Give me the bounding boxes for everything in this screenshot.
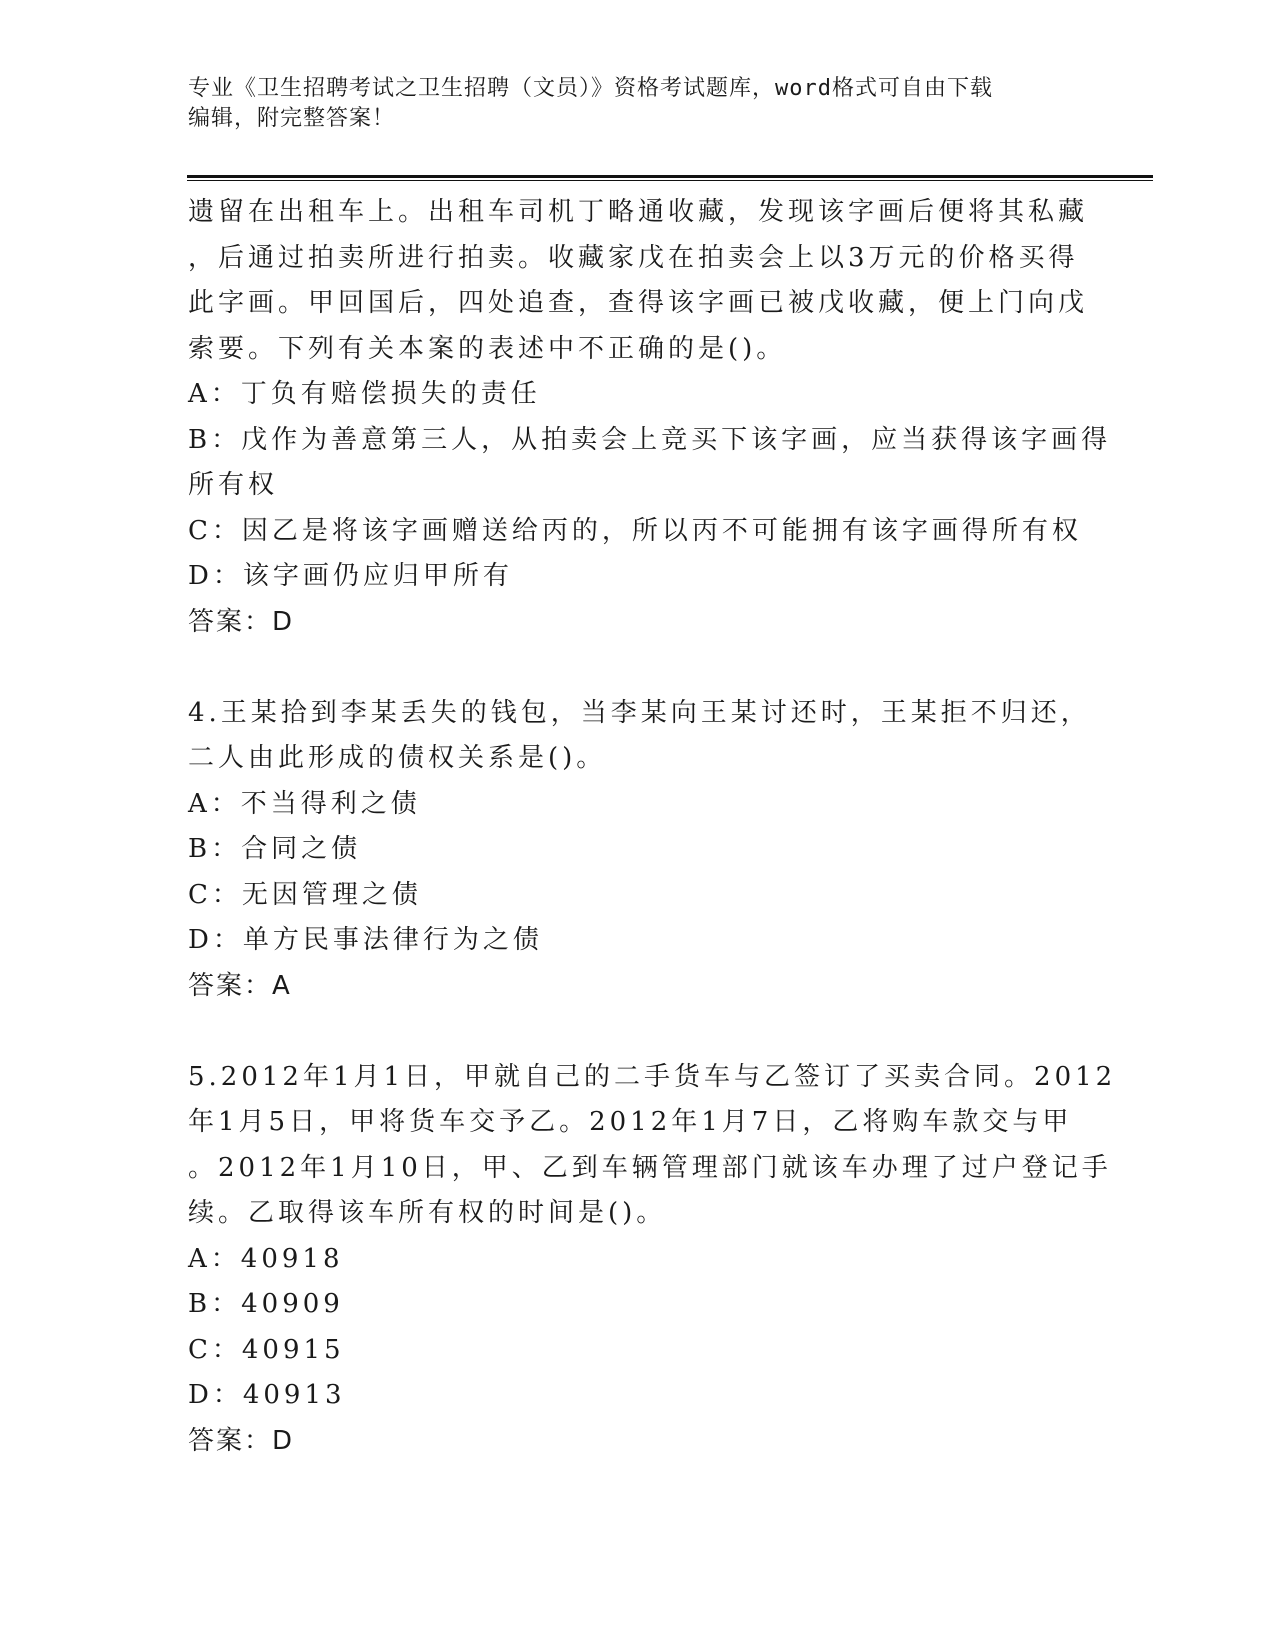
question-4-option-b: B：合同之债 bbox=[188, 834, 362, 864]
question-3-stem-line-1: 遗留在出租车上。出租车司机丁略通收藏，发现该字画后便将其私藏 bbox=[188, 197, 1089, 227]
question-3-stem-line-4: 索要。下列有关本案的表述中不正确的是()。 bbox=[188, 333, 787, 364]
question-5-option-a: A：40918 bbox=[188, 1243, 344, 1274]
header-line-2: 编辑，附完整答案！ bbox=[188, 106, 396, 131]
question-3-stem-line-2: ，后通过拍卖所进行拍卖。收藏家戊在拍卖会上以3万元的价格买得 bbox=[188, 242, 1079, 273]
question-5-option-b: B：40909 bbox=[188, 1289, 344, 1319]
question-5-stem-line-2: 年1月5日，甲将货车交予乙。2012年1月7日，乙将购车款交与甲 bbox=[188, 1107, 1073, 1137]
question-spacer bbox=[188, 645, 1088, 691]
question-5-stem-line-4: 续。乙取得该车所有权的时间是()。 bbox=[188, 1198, 667, 1228]
question-3-option-b: B：戊作为善意第三人，从拍卖会上竞买下该字画，应当获得该字画得 bbox=[188, 424, 1112, 455]
document-header bbox=[188, 74, 1068, 134]
question-3-answer: 答案：D bbox=[188, 606, 295, 637]
question-spacer bbox=[188, 1009, 1088, 1055]
question-3-option-b-cont: 所有权 bbox=[188, 470, 279, 500]
question-4-option-a: A：不当得利之债 bbox=[188, 788, 421, 819]
question-5-stem-line-1: 5.2012年1月1日，甲就自己的二手货车与乙签订了买卖合同。2012 bbox=[188, 1061, 1117, 1092]
question-5 bbox=[188, 1055, 1117, 1465]
question-3-option-a: A：丁负有赔偿损失的责任 bbox=[188, 379, 541, 409]
question-3 bbox=[188, 190, 1112, 645]
header-line-1: 专业《卫生招聘考试之卫生招聘（文员）》资格考试题库，word格式可自由下载 bbox=[188, 76, 993, 101]
question-3-stem-line-3: 此字画。甲回国后，四处追查，查得该字画已被戊收藏，便上门向戊 bbox=[188, 288, 1089, 318]
question-4-answer: 答案：A bbox=[188, 970, 292, 1001]
question-5-option-c: C：40915 bbox=[188, 1334, 345, 1365]
question-5-answer: 答案：D bbox=[188, 1425, 295, 1456]
header-divider-thin bbox=[187, 180, 1153, 181]
question-4-option-c: C：无因管理之债 bbox=[188, 879, 422, 910]
question-3-option-c: C：因乙是将该字画赠送给丙的，所以丙不可能拥有该字画得所有权 bbox=[188, 515, 1082, 546]
question-3-option-d: D：该字画仍应归甲所有 bbox=[188, 561, 513, 591]
question-4-stem-line-2: 二人由此形成的债权关系是()。 bbox=[188, 743, 607, 773]
question-4-option-d: D：单方民事法律行为之债 bbox=[188, 925, 543, 955]
question-5-stem-line-3: 。2012年1月10日，甲、乙到车辆管理部门就该车办理了过户登记手 bbox=[188, 1152, 1112, 1183]
question-4 bbox=[188, 691, 1091, 1010]
question-list bbox=[188, 190, 1117, 1464]
question-5-option-d: D：40913 bbox=[188, 1380, 346, 1410]
header-divider-thick bbox=[187, 175, 1153, 178]
question-4-stem-line-1: 4.王某拾到李某丢失的钱包，当李某向王某讨还时，王某拒不归还， bbox=[188, 697, 1091, 728]
